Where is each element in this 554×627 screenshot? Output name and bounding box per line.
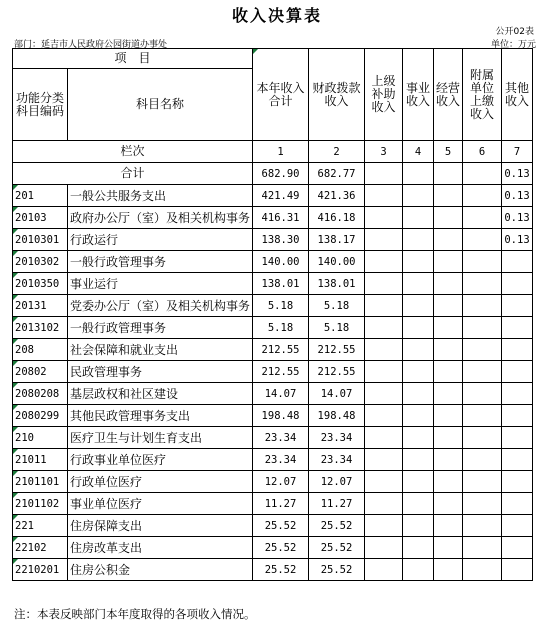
row-c3 [365, 493, 403, 515]
row-c3 [365, 361, 403, 383]
total-c4 [403, 163, 434, 185]
row-name: 社会保障和就业支出 [68, 339, 253, 361]
form-code: 公开02表 [495, 27, 534, 37]
table-row [13, 339, 533, 361]
row-name: 行政运行 [68, 229, 253, 251]
row-c1: 416.31 [253, 207, 309, 229]
row-c7 [502, 471, 533, 493]
row-c3 [365, 339, 403, 361]
row-c6 [463, 427, 502, 449]
row-c4 [403, 339, 434, 361]
row-c5 [434, 295, 463, 317]
row-c7: 0.13 [502, 207, 533, 229]
header-n6: 6 [463, 141, 502, 163]
row-c5 [434, 537, 463, 559]
row-c5 [434, 471, 463, 493]
header-col2: 财政拨款收入 [309, 49, 365, 141]
row-c2: 416.18 [309, 207, 365, 229]
header-row-label: 栏次 [13, 141, 253, 163]
row-c2: 212.55 [309, 339, 365, 361]
row-c1: 25.52 [253, 559, 309, 581]
total-c3 [365, 163, 403, 185]
row-c1: 421.49 [253, 185, 309, 207]
row-c3 [365, 515, 403, 537]
row-c4 [403, 229, 434, 251]
row-c6 [463, 383, 502, 405]
row-c3 [365, 185, 403, 207]
row-c1: 23.34 [253, 449, 309, 471]
table-row [13, 471, 533, 493]
header-n5: 5 [434, 141, 463, 163]
row-c3 [365, 295, 403, 317]
row-code: 2013102 [13, 317, 68, 339]
total-c5 [434, 163, 463, 185]
total-c1: 682.90 [253, 163, 309, 185]
row-c3 [365, 559, 403, 581]
table-row [13, 207, 533, 229]
row-code: 2101101 [13, 471, 68, 493]
row-c3 [365, 251, 403, 273]
row-c2: 12.07 [309, 471, 365, 493]
row-name: 事业运行 [68, 273, 253, 295]
header-col3: 上级补助收入 [365, 49, 403, 141]
row-code: 22102 [13, 537, 68, 559]
row-c2: 25.52 [309, 515, 365, 537]
row-c4 [403, 449, 434, 471]
row-name: 医疗卫生与计划生育支出 [68, 427, 253, 449]
row-c6 [463, 559, 502, 581]
row-c5 [434, 493, 463, 515]
header-n7: 7 [502, 141, 533, 163]
row-c1: 212.55 [253, 339, 309, 361]
row-c5 [434, 251, 463, 273]
footnote: 注：本表反映部门本年度取得的各项收入情况。 [14, 607, 256, 621]
row-name: 政府办公厅（室）及相关机构事务 [68, 207, 253, 229]
total-c7: 0.13 [502, 163, 533, 185]
row-code: 2210201 [13, 559, 68, 581]
row-c4 [403, 273, 434, 295]
row-code: 2080299 [13, 405, 68, 427]
row-c1: 25.52 [253, 537, 309, 559]
row-c6 [463, 207, 502, 229]
row-c2: 138.01 [309, 273, 365, 295]
row-name: 行政事业单位医疗 [68, 449, 253, 471]
row-c2: 25.52 [309, 559, 365, 581]
row-c6 [463, 537, 502, 559]
row-c6 [463, 317, 502, 339]
header-col4: 事业收入 [403, 49, 434, 141]
row-c4 [403, 405, 434, 427]
row-c4 [403, 515, 434, 537]
row-code: 201 [13, 185, 68, 207]
row-c7 [502, 251, 533, 273]
row-c4 [403, 427, 434, 449]
row-c7 [502, 449, 533, 471]
row-c2: 5.18 [309, 317, 365, 339]
row-code: 2101102 [13, 493, 68, 515]
row-code: 210 [13, 427, 68, 449]
row-name: 民政管理事务 [68, 361, 253, 383]
row-c1: 25.52 [253, 515, 309, 537]
row-c7 [502, 537, 533, 559]
row-c2: 140.00 [309, 251, 365, 273]
row-c6 [463, 361, 502, 383]
row-code: 208 [13, 339, 68, 361]
row-code: 2010302 [13, 251, 68, 273]
row-c1: 14.07 [253, 383, 309, 405]
row-c4 [403, 317, 434, 339]
row-c2: 14.07 [309, 383, 365, 405]
row-c4 [403, 361, 434, 383]
row-c7: 0.13 [502, 185, 533, 207]
row-c4 [403, 471, 434, 493]
row-c1: 12.07 [253, 471, 309, 493]
row-c7 [502, 493, 533, 515]
row-c6 [463, 471, 502, 493]
row-c5 [434, 361, 463, 383]
row-c7 [502, 361, 533, 383]
row-code: 221 [13, 515, 68, 537]
row-c4 [403, 493, 434, 515]
row-c6 [463, 339, 502, 361]
row-c1: 138.30 [253, 229, 309, 251]
row-c2: 25.52 [309, 537, 365, 559]
table-row [13, 427, 533, 449]
row-name: 事业单位医疗 [68, 493, 253, 515]
header-col1: 本年收入合计 [253, 49, 309, 141]
row-c7 [502, 295, 533, 317]
row-name: 基层政权和社区建设 [68, 383, 253, 405]
row-c2: 11.27 [309, 493, 365, 515]
row-code: 2010301 [13, 229, 68, 251]
header-n2: 2 [309, 141, 365, 163]
table-row [13, 449, 533, 471]
table-row [13, 361, 533, 383]
row-c6 [463, 493, 502, 515]
row-c4 [403, 207, 434, 229]
row-c1: 138.01 [253, 273, 309, 295]
row-c3 [365, 449, 403, 471]
row-c5 [434, 339, 463, 361]
unit-label: 单位：万元 [490, 40, 536, 50]
row-c1: 212.55 [253, 361, 309, 383]
row-code: 21011 [13, 449, 68, 471]
row-c6 [463, 229, 502, 251]
row-c6 [463, 185, 502, 207]
row-code: 2010350 [13, 273, 68, 295]
row-c1: 23.34 [253, 427, 309, 449]
row-c3 [365, 317, 403, 339]
row-code: 20131 [13, 295, 68, 317]
table-row [13, 317, 533, 339]
total-c6 [463, 163, 502, 185]
total-row [13, 163, 533, 185]
row-c3 [365, 207, 403, 229]
table-row [13, 229, 533, 251]
row-c3 [365, 383, 403, 405]
page-title: 收入决算表 [231, 6, 322, 25]
table-row [13, 559, 533, 581]
row-name: 一般公共服务支出 [68, 185, 253, 207]
row-c5 [434, 427, 463, 449]
row-c4 [403, 295, 434, 317]
row-name: 住房改革支出 [68, 537, 253, 559]
header-n1: 1 [253, 141, 309, 163]
row-c6 [463, 251, 502, 273]
row-c7 [502, 317, 533, 339]
row-c6 [463, 449, 502, 471]
row-c1: 5.18 [253, 295, 309, 317]
row-c3 [365, 405, 403, 427]
row-c4 [403, 251, 434, 273]
total-label: 合计 [13, 163, 253, 185]
department-label: 部门：延吉市人民政府公园街道办事处 [14, 40, 168, 50]
row-c4 [403, 559, 434, 581]
row-c5 [434, 405, 463, 427]
row-c7 [502, 405, 533, 427]
row-c3 [365, 471, 403, 493]
row-c2: 23.34 [309, 427, 365, 449]
table-row [13, 383, 533, 405]
row-c2: 421.36 [309, 185, 365, 207]
row-c2: 212.55 [309, 361, 365, 383]
row-c1: 140.00 [253, 251, 309, 273]
row-c7 [502, 427, 533, 449]
row-c3 [365, 427, 403, 449]
row-c5 [434, 317, 463, 339]
row-c2: 198.48 [309, 405, 365, 427]
row-code: 2080208 [13, 383, 68, 405]
row-name: 党委办公厅（室）及相关机构事务 [68, 295, 253, 317]
header-col6: 附属单位上缴收入 [463, 49, 502, 141]
row-c7 [502, 383, 533, 405]
row-c3 [365, 273, 403, 295]
row-c7 [502, 273, 533, 295]
row-c6 [463, 515, 502, 537]
row-c5 [434, 229, 463, 251]
row-c7 [502, 559, 533, 581]
table-row [13, 273, 533, 295]
total-c2: 682.77 [309, 163, 365, 185]
row-c2: 5.18 [309, 295, 365, 317]
header-col5: 经营收入 [434, 49, 463, 141]
row-name: 其他民政管理事务支出 [68, 405, 253, 427]
row-c5 [434, 559, 463, 581]
row-c5 [434, 273, 463, 295]
row-c3 [365, 537, 403, 559]
row-c4 [403, 185, 434, 207]
table-row [13, 185, 533, 207]
header-n4: 4 [403, 141, 434, 163]
row-c5 [434, 515, 463, 537]
table-row [13, 251, 533, 273]
row-c5 [434, 185, 463, 207]
row-c7 [502, 339, 533, 361]
row-code: 20103 [13, 207, 68, 229]
row-name: 住房保障支出 [68, 515, 253, 537]
income-table [12, 48, 533, 581]
row-c4 [403, 383, 434, 405]
header-n3: 3 [365, 141, 403, 163]
table-row [13, 295, 533, 317]
header-code: 功能分类科目编码 [13, 69, 68, 141]
row-c3 [365, 229, 403, 251]
row-c5 [434, 207, 463, 229]
header-col7: 其他收入 [502, 49, 533, 141]
row-c7: 0.13 [502, 229, 533, 251]
row-name: 住房公积金 [68, 559, 253, 581]
table-row [13, 515, 533, 537]
header-name: 科目名称 [68, 69, 253, 141]
row-c5 [434, 449, 463, 471]
row-c6 [463, 273, 502, 295]
row-name: 一般行政管理事务 [68, 317, 253, 339]
table-row [13, 537, 533, 559]
row-name: 一般行政管理事务 [68, 251, 253, 273]
row-c6 [463, 295, 502, 317]
table-row [13, 405, 533, 427]
row-c7 [502, 515, 533, 537]
row-c1: 11.27 [253, 493, 309, 515]
row-c4 [403, 537, 434, 559]
row-c2: 23.34 [309, 449, 365, 471]
table-row [13, 493, 533, 515]
row-c1: 198.48 [253, 405, 309, 427]
header-item: 项 目 [13, 49, 253, 69]
row-c1: 5.18 [253, 317, 309, 339]
row-c6 [463, 405, 502, 427]
row-code: 20802 [13, 361, 68, 383]
row-c2: 138.17 [309, 229, 365, 251]
row-name: 行政单位医疗 [68, 471, 253, 493]
row-c5 [434, 383, 463, 405]
